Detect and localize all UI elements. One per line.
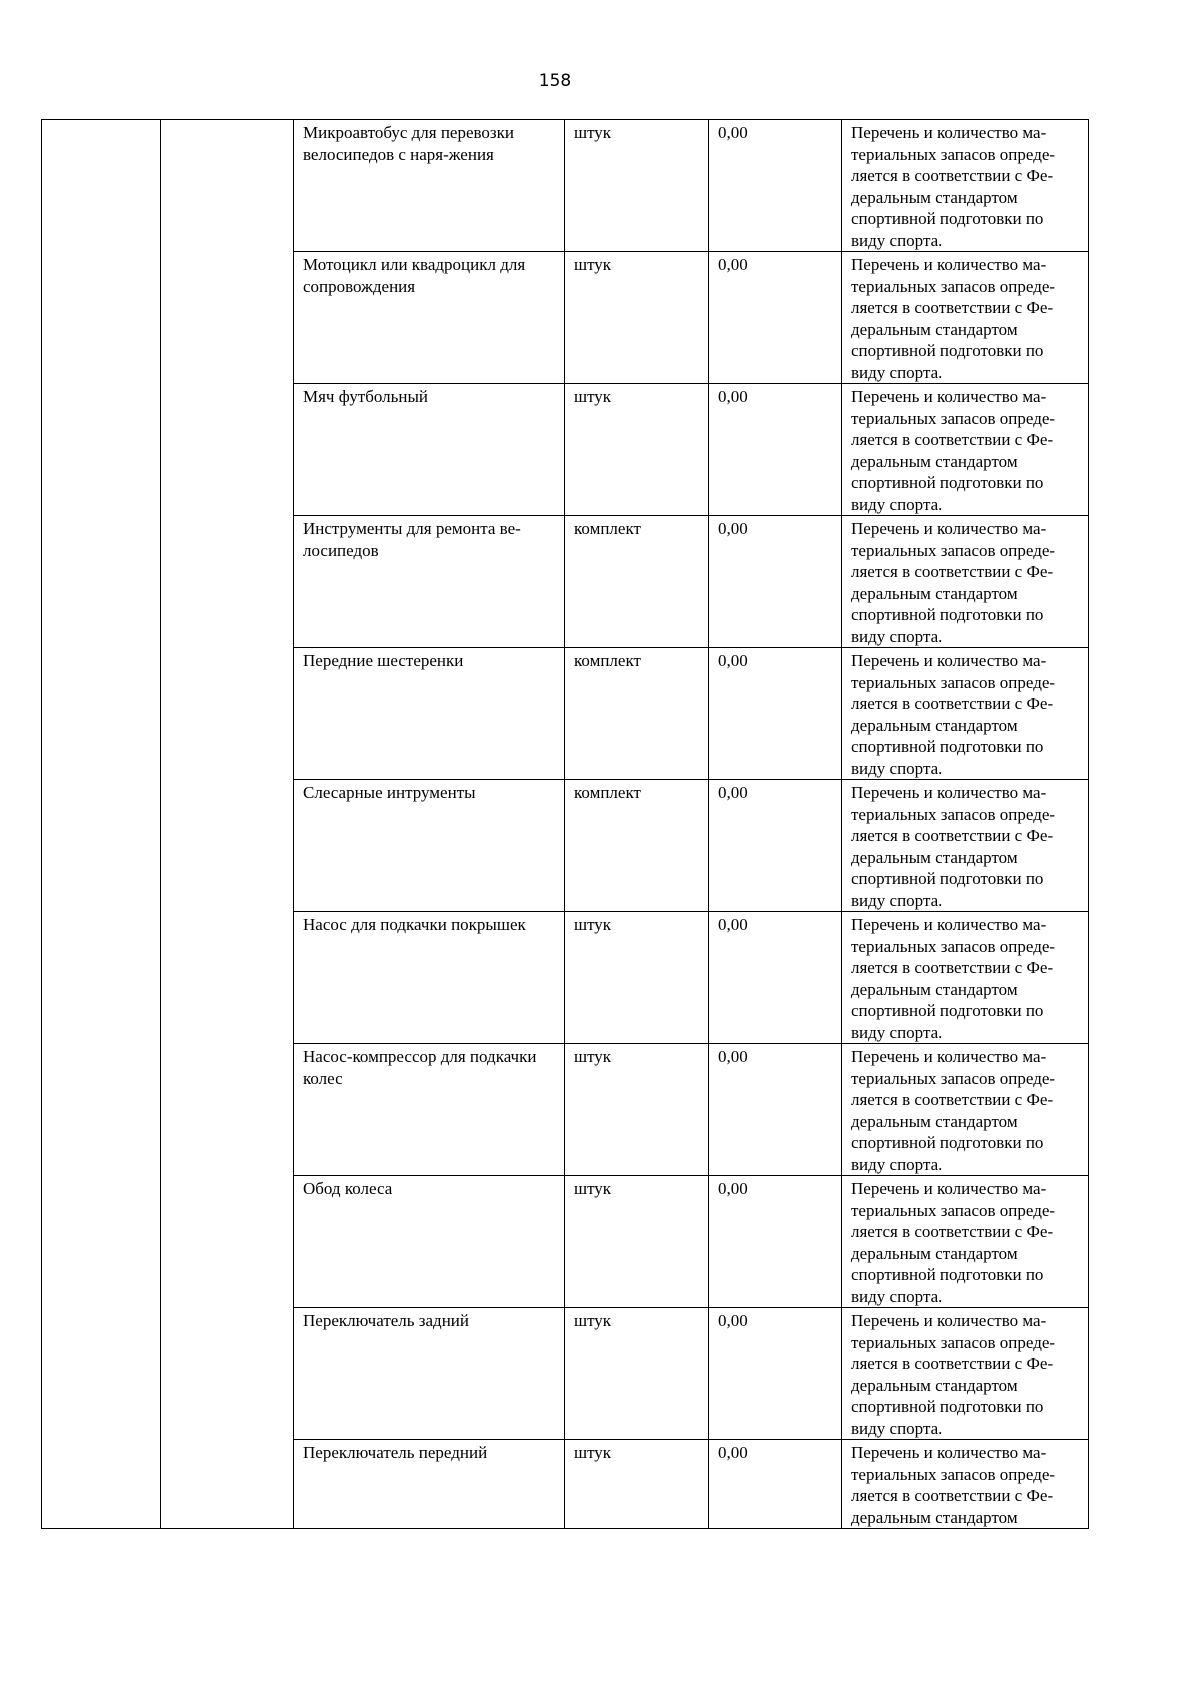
quantity-cell: 0,00 (709, 120, 842, 252)
item-name-cell: Слесарные интрументы (294, 780, 565, 912)
note-cell: Перечень и количество ма-териальных запасов опреде-ляется в соответствии с Фе-деральным стандартом спортивной подготовки по виду спорта. (842, 384, 1089, 516)
quantity-cell: 0,00 (709, 384, 842, 516)
page-number: 158 (538, 71, 572, 91)
note-cell: Перечень и количество ма-териальных запасов опреде-ляется в соответствии с Фе-деральным стандартом (842, 1440, 1089, 1529)
note-cell: Перечень и количество ма-териальных запасов опреде-ляется в соответствии с Фе-деральным стандартом спортивной подготовки по виду спорта. (842, 780, 1089, 912)
unit-cell: штук (565, 912, 709, 1044)
item-name-cell: Передние шестеренки (294, 648, 565, 780)
quantity-cell: 0,00 (709, 1044, 842, 1176)
unit-cell: штук (565, 120, 709, 252)
unit-cell: штук (565, 1308, 709, 1440)
item-name-cell: Мотоцикл или квадроцикл для сопровождения (294, 252, 565, 384)
quantity-cell: 0,00 (709, 1176, 842, 1308)
item-name-cell: Мяч футбольный (294, 384, 565, 516)
quantity-cell: 0,00 (709, 252, 842, 384)
unit-cell: комплект (565, 780, 709, 912)
note-cell: Перечень и количество ма-териальных запасов опреде-ляется в соответствии с Фе-деральным стандартом спортивной подготовки по виду спорта. (842, 1176, 1089, 1308)
quantity-cell: 0,00 (709, 1308, 842, 1440)
table-row (42, 120, 1089, 252)
unit-cell: штук (565, 1176, 709, 1308)
note-cell: Перечень и количество ма-териальных запасов опреде-ляется в соответствии с Фе-деральным стандартом спортивной подготовки по виду спорта. (842, 252, 1089, 384)
note-cell: Перечень и количество ма-териальных запасов опреде-ляется в соответствии с Фе-деральным стандартом спортивной подготовки по виду спорта. (842, 1308, 1089, 1440)
item-name-cell: Микроавтобус для перевозки велосипедов с наря-жения (294, 120, 565, 252)
item-name-cell: Насос для подкачки покрышек (294, 912, 565, 1044)
merged-cell-col1 (42, 120, 161, 1529)
note-cell: Перечень и количество ма-териальных запасов опреде-ляется в соответствии с Фе-деральным стандартом спортивной подготовки по виду спорта. (842, 912, 1089, 1044)
quantity-cell: 0,00 (709, 516, 842, 648)
unit-cell: штук (565, 1044, 709, 1176)
merged-cell-col2 (161, 120, 294, 1529)
note-cell: Перечень и количество ма-териальных запасов опреде-ляется в соответствии с Фе-деральным стандартом спортивной подготовки по виду спорта. (842, 1044, 1089, 1176)
note-cell: Перечень и количество ма-териальных запасов опреде-ляется в соответствии с Фе-деральным стандартом спортивной подготовки по виду спорта. (842, 120, 1089, 252)
note-cell: Перечень и количество ма-териальных запасов опреде-ляется в соответствии с Фе-деральным стандартом спортивной подготовки по виду спорта. (842, 648, 1089, 780)
item-name-cell: Насос-компрессор для подкачки колес (294, 1044, 565, 1176)
equipment-table (41, 119, 1089, 1529)
unit-cell: штук (565, 384, 709, 516)
item-name-cell: Обод колеса (294, 1176, 565, 1308)
quantity-cell: 0,00 (709, 912, 842, 1044)
unit-cell: комплект (565, 516, 709, 648)
unit-cell: штук (565, 1440, 709, 1529)
item-name-cell: Инструменты для ремонта ве-лосипедов (294, 516, 565, 648)
quantity-cell: 0,00 (709, 648, 842, 780)
quantity-cell: 0,00 (709, 780, 842, 912)
note-cell: Перечень и количество ма-териальных запасов опреде-ляется в соответствии с Фе-деральным стандартом спортивной подготовки по виду спорта. (842, 516, 1089, 648)
unit-cell: комплект (565, 648, 709, 780)
table-body (42, 120, 1089, 1529)
item-name-cell: Переключатель задний (294, 1308, 565, 1440)
quantity-cell: 0,00 (709, 1440, 842, 1529)
item-name-cell: Переключатель передний (294, 1440, 565, 1529)
unit-cell: штук (565, 252, 709, 384)
